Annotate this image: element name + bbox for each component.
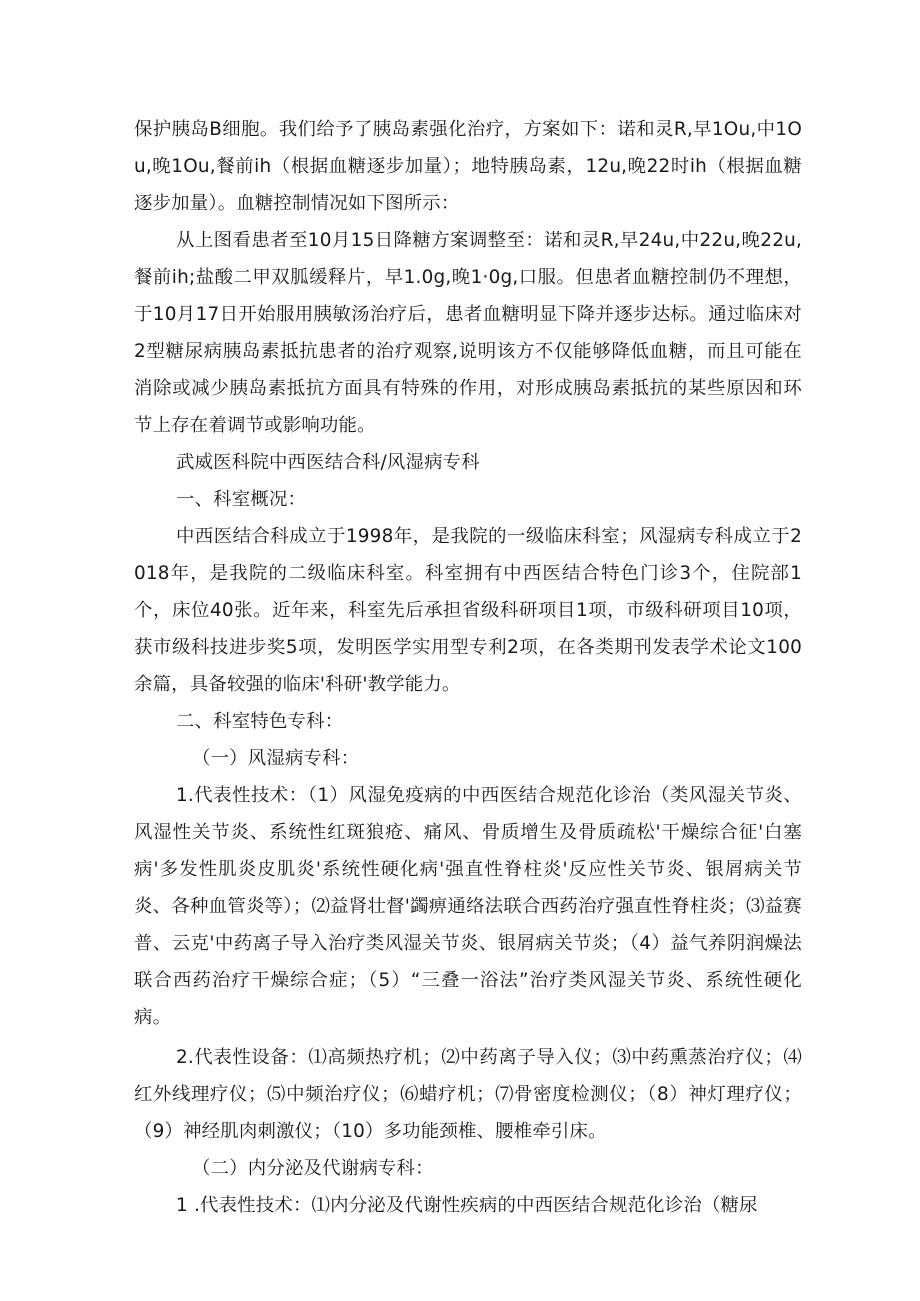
section-heading-specialties: 二、科室特色专科：	[176, 711, 344, 732]
document-body	[134, 111, 802, 1224]
paragraph-treatment-result: 从上图看患者至10月15日降糖方案调整至：诺和灵R,早24u,中22u,晚22u,餐前ih;盐酸二甲双胍缓释片，早1.0g,晚1·0g,口服。但患者血糖控制仍不理想，于10月17日开始服用胰敏汤治疗后，患者血糖明显下降并逐步达标。通过临床对2型糖尿病胰岛素抵抗患者的治疗观察,说明该方不仅能够降低血糖，而且可能在消除或减少胰岛素抵抗方面具有特殊的作用，对形成胰岛素抵抗的某些原因和环节上存在着调节或影响功能。	[134, 230, 802, 436]
paragraph-insulin-regimen: 保护胰岛B细胞。我们给予了胰岛素强化治疗，方案如下：诺和灵R,早1Ou,中1Ou,晚1Ou,餐前ih（根据血糖逐步加量）；地特胰岛素，12u,晚22时ih（根据血糖逐步加量）。血糖控制情况如下图所示：	[134, 119, 802, 214]
paragraph-department-overview: 中西医结合科成立于1998年，是我院的一级临床科室；风湿病专科成立于2018年，是我院的二级临床科室。科室拥有中西医结合特色门诊3个，住院部1个，床位40张。近年来，科室先后承担省级科研项目1项，市级科研项目10项，获市级科技进步奖5项，发明医学实用型专利2项，在各类期刊发表学术论文100余篇，具备较强的临床'科研'教学能力。	[134, 526, 802, 695]
department-heading: 武威医科院中西医结合科/风湿病专科	[176, 452, 480, 473]
paragraph-rheumatology-equipment: 2.代表性设备：⑴高频热疗机；⑵中药离子导入仪；⑶中药熏蒸治疗仪；⑷红外线理疗仪；⑸中频治疗仪；⑹蜡疗机；⑺骨密度检测仪；（8）神灯理疗仪；（9）神经肌肉刺激仪；（10）多功能颈椎、腰椎牵引床。	[134, 1047, 802, 1142]
section-heading-overview: 一、科室概况：	[176, 489, 307, 510]
paragraph-rheumatology-techniques: 1.代表性技术：（1）风湿免疫病的中西医结合规范化诊治（类风湿关节炎、风湿性关节炎、系统性红斑狼疮、痛风、骨质增生及骨质疏松'干燥综合征'白塞病'多发性肌炎皮肌炎'系统性硬化病'强直性脊柱炎'反应性关节炎、银屑病关节炎、各种血管炎等）；⑵益肾壮督'蠲痹通络法联合西药治疗强直性脊柱炎；⑶益赛普、云克'中药离子导入治疗类风湿关节炎、银屑病关节炎；（4）益气养阴润燥法联合西药治疗干燥综合症；（5）“三叠一浴法”治疗类风湿关节炎、系统性硬化病。	[134, 785, 802, 1028]
subsection-heading-endocrinology: （二）内分泌及代谢病专科：	[192, 1158, 434, 1179]
subsection-heading-rheumatology: （一）风湿病专科：	[192, 748, 360, 769]
paragraph-endocrinology-techniques: 1 .代表性技术：⑴内分泌及代谢性疾病的中西医结合规范化诊治（糖尿	[176, 1195, 758, 1216]
